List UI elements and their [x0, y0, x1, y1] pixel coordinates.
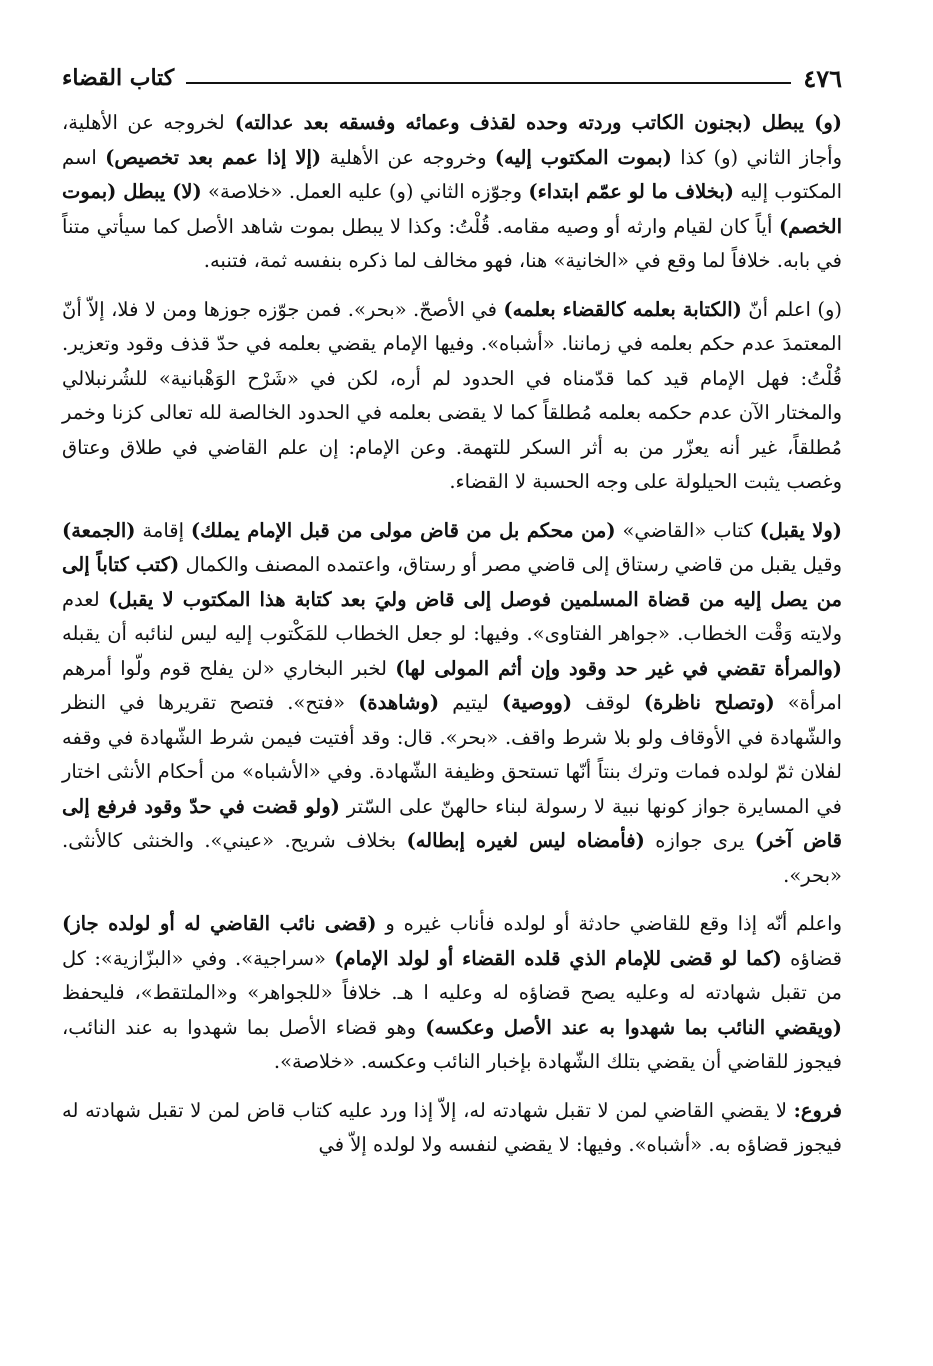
bold-text-run: (وشاهدة): [358, 691, 440, 714]
text-run: «سراجية». وفي «البزّازية»: كل من تقبل شهادته له وعليه يصح قضاؤه له وعليه ا هـ. خلافاً «للجواهر» و«الملتقط»، فليحفظ: [62, 946, 842, 1004]
bold-text-run: (كما لو قضى للإمام الذي قلده القضاء أو لولد الإمام): [334, 946, 782, 970]
text-run: وخروجه عن الأهلية: [321, 145, 495, 169]
paragraph-p3: [62, 514, 842, 894]
bold-text-run: (ولا يقبل): [759, 518, 842, 542]
paragraph-p1: [62, 106, 842, 279]
text-run: ليتيم: [439, 691, 502, 714]
paragraph-p5: [62, 1094, 842, 1163]
bold-text-run: (والمرأة تقضي في غير حد وقود وإن أثم المولى لها): [395, 656, 843, 680]
paragraph-p2: [62, 293, 842, 500]
bold-text-run: فروع:: [793, 1098, 842, 1122]
bold-text-run: (من محكم بل من قاض مولى من قبل الإمام يملك): [190, 518, 616, 542]
text-run: بخلاف شريح. «عيني». والخنثى كالأنثى. «بحر».: [62, 829, 842, 887]
text-run: لعدم ولايته وَقْت الخطاب. «جواهر الفتاوى». وفيها: لو جعل الخطاب للمَكْتوب إليه ليس لنائبه أن يقبله: [62, 587, 842, 645]
bold-text-run: (ويقضي النائب بما شهدوا به عند الأصل وعكسه): [425, 1015, 842, 1039]
text-run: وقيل يقبل من قاضي رستاق إلى قاضي مصر أو رستاق، واعتمده المصنف والكمال: [179, 553, 842, 576]
text-run: كتاب «القاضي»: [615, 518, 760, 542]
running-header: [62, 58, 842, 98]
text-run: واعلم أنّه إذا وقع للقاضي حادثة أو لولده فأناب غيره و: [376, 912, 842, 935]
bold-text-run: (فأمضاه ليس لغيره إبطاله): [406, 829, 645, 852]
text-run: لوقف: [572, 691, 644, 714]
bold-text-run: (لا) يبطل (بموت الخصم): [62, 180, 842, 238]
bold-text-run: (بموت المكتوب إليه): [494, 145, 672, 169]
bold-text-run: (قضى نائب القاضي له أو لولده جاز): [62, 912, 377, 935]
bold-text-run: (الكتابة بعلمه كالقضاء بعلمه): [503, 297, 742, 321]
text-run: إقامة: [135, 518, 191, 542]
bold-text-run: (إلا إذا عمم بعد تخصيص): [105, 145, 322, 169]
text-run: يرى جوازه: [644, 829, 755, 852]
running-title: كتاب القضاء: [62, 65, 175, 91]
bold-text-run: (بخلاف ما لو عمّم ابتداء): [528, 180, 735, 203]
body-text: [62, 106, 842, 1163]
text-run: لخروجه عن الأهلية، وأجاز الثاني (و) كذا: [62, 111, 843, 169]
text-run: لا يقضي القاضي لمن لا تقبل شهادته له، إلاّ إذا ورد عليه كتاب قاض لمن لا تقبل شهادته له فيجوز قضاؤه به. «أشباه». وفيها: لا يقضي لنفسه ولا لولده إلاّ في: [62, 1098, 842, 1156]
text-run: وجوّزه الثاني (و) عليه العمل. «خلاصة»: [201, 180, 529, 203]
text-run: اسم المكتوب إليه: [62, 145, 842, 203]
bold-text-run: (ولو قضت في حدّ وقود فرفع إلى قاض آخر): [62, 794, 842, 852]
bold-text-run: (كتب كتاباً إلى من يصل إليه من قضاة المسلمين فوصل إلى قاض وليَ بعد كتابة هذا المكتوب لا يقبل): [62, 553, 842, 611]
header-rule: [186, 82, 791, 84]
paragraph-p4: [62, 907, 842, 1080]
text-run: «فتح». فتصح تقريرها في النظر والشّهادة في الأوقاف ولو بلا شرط واقف. «بحر». قال: وقد أفتيت فيمن شرط الشّهادة في وقفه لفلان ثمّ لولده فمات وترك بنتاً أنّها تستحق وظيفة الشّهادة. وفي «الأشباه» من أحكام الأنثى اختار في المسايرة جواز كونها نبية لا رسولة لبناء حالهنّ على السّتر: [62, 691, 842, 818]
text-run: لخبر البخاري «لن يفلح قوم ولّوا أمرهم امرأة»: [62, 656, 842, 714]
bold-text-run: (و) يبطل (بجنون الكاتب وردته وحده لقذف وعمائه وفسقه بعد عدالته): [224, 111, 842, 134]
text-run: وهو قضاء الأصل بما شهدوا به عند النائب، فيجوز للقاضي أن يقضي بتلك الشّهادة بإخبار النائب وعكسه. «خلاصة».: [62, 1015, 842, 1073]
bold-text-run: (وتصلح ناظرة): [643, 691, 775, 714]
text-run: (و) اعلم أنّ: [741, 297, 842, 321]
text-run: أياً كان لقيام وارثه أو وصيه مقامه. قُلْتُ: وكذا لا يبطل بموت شاهد الأصل كما سيأتي متناً في بابه. خلافاً لما وقع في «الخانية» هنا، فهو مخالف لما ذكره بنفسه ثمة، فتنبه.: [62, 214, 842, 272]
bold-text-run: (ووصية): [501, 691, 573, 714]
page-number: ٤٧٦: [803, 63, 842, 93]
text-run: في الأصحّ. «بحر». فمن جوّزه جوزها ومن لا فلا، إلاّ أنّ المعتمدَ عدم حكم بعلمه في زماننا. «أشباه». وفيها الإمام يقضي بعلمه في حدّ قذف وقود وتعزير. قُلْتُ: فهل الإمام قيد كما قدّمناه في الحدود لم أره، لكن في «شَرْح الوَهْبانية» للشُرنبلالي والمختار الآن عدم حكمه بعلمه مُطلقاً كما لا يقضى بعلمه في الحدود الخالصة لله تعالى كزنا وخمر مُطلقاً، غير أنه يعزّر من به أثر السكر للتهمة. وعن الإمام: إن علم القاضي في طلاق وعتاق وغصب يثبت الحيلولة على وجه الحسبة لا القضاء.: [62, 297, 842, 493]
bold-text-run: (الجمعة): [62, 518, 136, 542]
document-page: [62, 58, 842, 1177]
text-run: قضاؤه: [781, 946, 842, 970]
